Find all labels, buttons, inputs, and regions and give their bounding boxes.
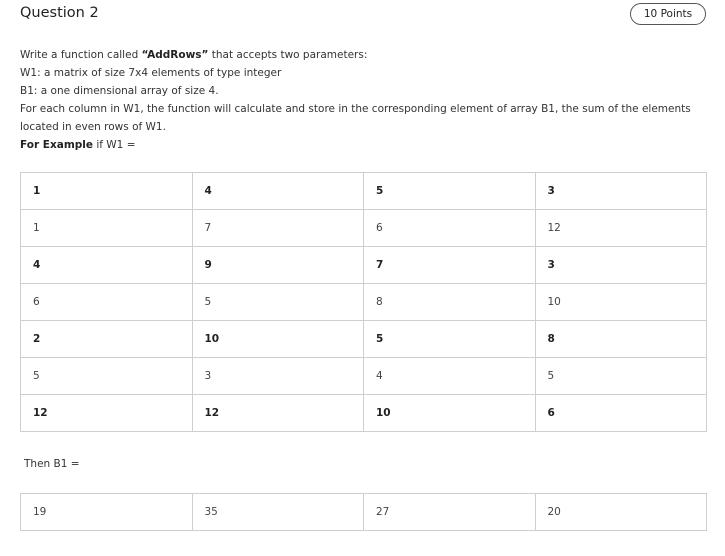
- w1-cell: 4: [21, 247, 193, 284]
- w1-row: [21, 395, 707, 432]
- w1-cell: 5: [364, 321, 536, 358]
- w1-cell: 10: [535, 284, 707, 321]
- b1-cell: 20: [535, 494, 707, 531]
- w1-cell: 5: [21, 358, 193, 395]
- description-text: that accepts two parameters:: [208, 49, 368, 61]
- b1-cell: 27: [364, 494, 536, 531]
- b1-cell: 19: [21, 494, 193, 531]
- w1-matrix-table: [20, 172, 707, 432]
- w1-row: [21, 173, 707, 210]
- description-text: if W1 =: [93, 139, 136, 151]
- description-line-1: [20, 46, 710, 64]
- w1-cell: 3: [535, 173, 707, 210]
- w1-cell: 6: [364, 210, 536, 247]
- b1-cell: 35: [192, 494, 364, 531]
- w1-cell: 3: [535, 247, 707, 284]
- w1-cell: 6: [535, 395, 707, 432]
- w1-cell: 1: [21, 210, 193, 247]
- w1-row: [21, 358, 707, 395]
- w1-row: [21, 247, 707, 284]
- w1-cell: 3: [192, 358, 364, 395]
- w1-cell: 5: [192, 284, 364, 321]
- b1-array-table: [20, 493, 707, 531]
- description-text: Write a function called: [20, 49, 142, 61]
- points-badge: 10 Points: [630, 3, 706, 25]
- function-name: “AddRows”: [141, 49, 209, 61]
- description-line-4: For each column in W1, the function will calculate and store in the corresponding element of array B1, the sum of the elements: [20, 103, 691, 115]
- w1-row: [21, 284, 707, 321]
- w1-row: [21, 321, 707, 358]
- description-line-6: [20, 136, 710, 154]
- w1-cell: 4: [192, 173, 364, 210]
- question-description: [20, 46, 710, 154]
- description-line-5: located in even rows of W1.: [20, 121, 166, 133]
- w1-cell: 5: [535, 358, 707, 395]
- w1-cell: 12: [192, 395, 364, 432]
- w1-row: [21, 210, 707, 247]
- description-line-2: W1: a matrix of size 7x4 elements of type integer: [20, 67, 282, 79]
- w1-cell: 8: [535, 321, 707, 358]
- w1-cell: 2: [21, 321, 193, 358]
- w1-cell: 12: [21, 395, 193, 432]
- w1-cell: 1: [21, 173, 193, 210]
- example-label: For Example: [20, 139, 94, 151]
- w1-cell: 12: [535, 210, 707, 247]
- w1-cell: 10: [192, 321, 364, 358]
- description-line-3: B1: a one dimensional array of size 4.: [20, 85, 219, 97]
- w1-cell: 10: [364, 395, 536, 432]
- question-title: Question 2: [20, 5, 99, 21]
- w1-cell: 4: [364, 358, 536, 395]
- w1-cell: 5: [364, 173, 536, 210]
- w1-cell: 7: [364, 247, 536, 284]
- w1-cell: 6: [21, 284, 193, 321]
- b1-row: [21, 494, 707, 531]
- w1-cell: 9: [192, 247, 364, 284]
- w1-cell: 8: [364, 284, 536, 321]
- w1-cell: 7: [192, 210, 364, 247]
- then-label: Then B1 =: [24, 458, 80, 470]
